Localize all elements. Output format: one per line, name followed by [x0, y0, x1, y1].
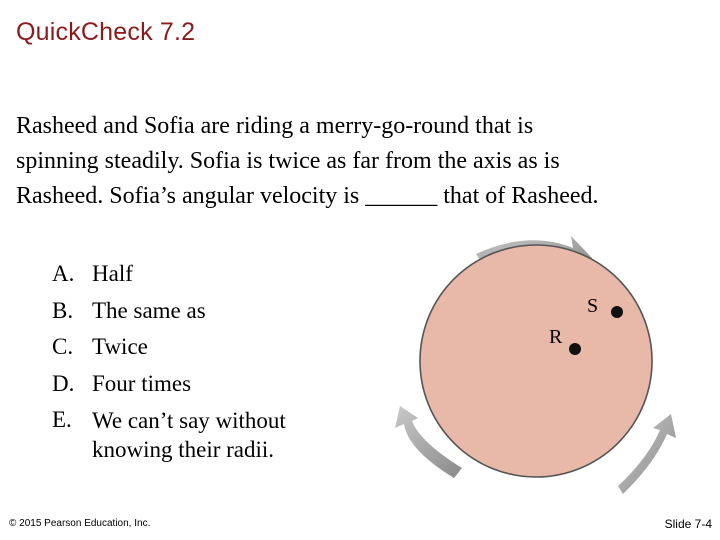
choice-text: We can’t say without knowing their radii.	[92, 408, 286, 462]
choice-text: Twice	[92, 334, 148, 359]
sofia-label: S	[587, 295, 599, 317]
merry-go-round-disk	[420, 245, 652, 477]
slide-title: QuickCheck 7.2	[16, 18, 196, 46]
rasheed-label: R	[549, 326, 563, 348]
choice-b	[52, 293, 352, 330]
choice-c	[52, 329, 352, 366]
choice-letter: C.	[52, 334, 74, 359]
sofia-dot	[611, 306, 623, 318]
choice-letter: A.	[52, 261, 75, 286]
choice-text: The same as	[92, 297, 206, 323]
rasheed-dot	[569, 343, 581, 355]
choice-letter: E.	[52, 407, 72, 432]
question-line: Rasheed and Sofia are riding a merry-go-round that is	[16, 113, 534, 139]
question-line: Rasheed. Sofia’s angular velocity is ______ that of Rasheed.	[16, 183, 599, 209]
slide-number: Slide 7-4	[664, 517, 712, 531]
choice-a	[52, 256, 352, 293]
copyright-notice: © 2015 Pearson Education, Inc.	[9, 518, 151, 529]
choice-text: Half	[92, 261, 133, 286]
answer-choices	[52, 256, 352, 464]
choice-e	[52, 402, 352, 464]
question-line: spinning steadily. Sofia is twice as far from the axis as is	[16, 148, 560, 174]
merry-go-round-figure	[378, 228, 678, 500]
choice-d	[52, 366, 352, 403]
choice-text: Four times	[92, 370, 192, 396]
choice-letter: B.	[52, 297, 74, 323]
question-text	[16, 109, 706, 214]
choice-letter: D.	[52, 370, 75, 396]
